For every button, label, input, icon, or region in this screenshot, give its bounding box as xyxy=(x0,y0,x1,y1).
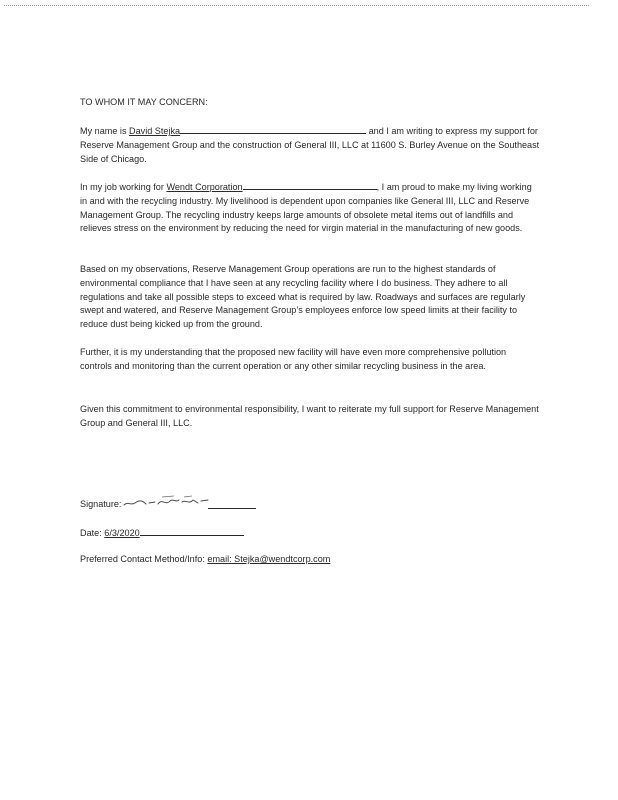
signature-row xyxy=(80,494,400,514)
date-value: 6/3/2020 xyxy=(104,528,140,538)
date-row xyxy=(80,526,244,541)
intro-prefix: My name is xyxy=(80,126,127,136)
contact-value: email: Stejka@wendtcorp.com xyxy=(207,554,331,564)
paragraph-employment xyxy=(80,180,540,236)
greeting: TO WHOM IT MAY CONCERN: xyxy=(80,97,208,107)
date-label: Date: xyxy=(80,528,102,538)
name-blank-line xyxy=(180,124,366,134)
paragraph-new-facility: Further, it is my understanding that the proposed new facility will have even more comprehensive pollution controls and monitoring than the current operation or any other similar recycling business in the area. xyxy=(80,347,507,371)
scan-header-line xyxy=(4,5,589,6)
contact-row xyxy=(80,553,330,567)
paragraph-observations: Based on my observations, Reserve Management Group operations are run to the highest standards of environmental compliance that I have seen at any recycling facility where I do business. They adhere to all regulations and take all possible steps to exceed what is required by law. Roadways and surfaces are regularly swept and watered, and Reserve Management Group’s employees enforce low speed limits at their facility to reduce dust being kicked up from the ground. xyxy=(80,264,526,330)
author-name: David Stejka xyxy=(129,126,181,136)
handwritten-signature xyxy=(122,494,212,510)
signature-underline xyxy=(208,508,256,509)
date-blank-line xyxy=(140,526,244,536)
paragraph-introduction xyxy=(80,124,540,166)
contact-label: Preferred Contact Method/Info: xyxy=(80,554,205,564)
employer-name: Wendt Corporation xyxy=(166,182,243,192)
paragraph-closing: Given this commitment to environmental responsibility, I want to reiterate my full support for Reserve Management Group and General III, LLC. xyxy=(80,404,539,428)
signature-label: Signature: xyxy=(80,499,122,509)
employer-blank-line xyxy=(243,180,377,190)
intro-suffix: and I am writing to express my support for Reserve Management Group and the construction of General III, LLC at 11600 S. Burley Avenue on the Southeast Side of Chicago. xyxy=(80,126,540,164)
employment-suffix: , I am proud to make my living working in and with the recycling industry. My livelihood is dependent upon companies like General III, LLC and Reserve Management Group. The recycling industry keeps large amounts of obsolete metal items out of landfills and relieves stress on the environment by reducing the need for virgin material in the manufacturing of new goods. xyxy=(80,182,532,234)
employment-prefix: In my job working for xyxy=(80,182,164,192)
